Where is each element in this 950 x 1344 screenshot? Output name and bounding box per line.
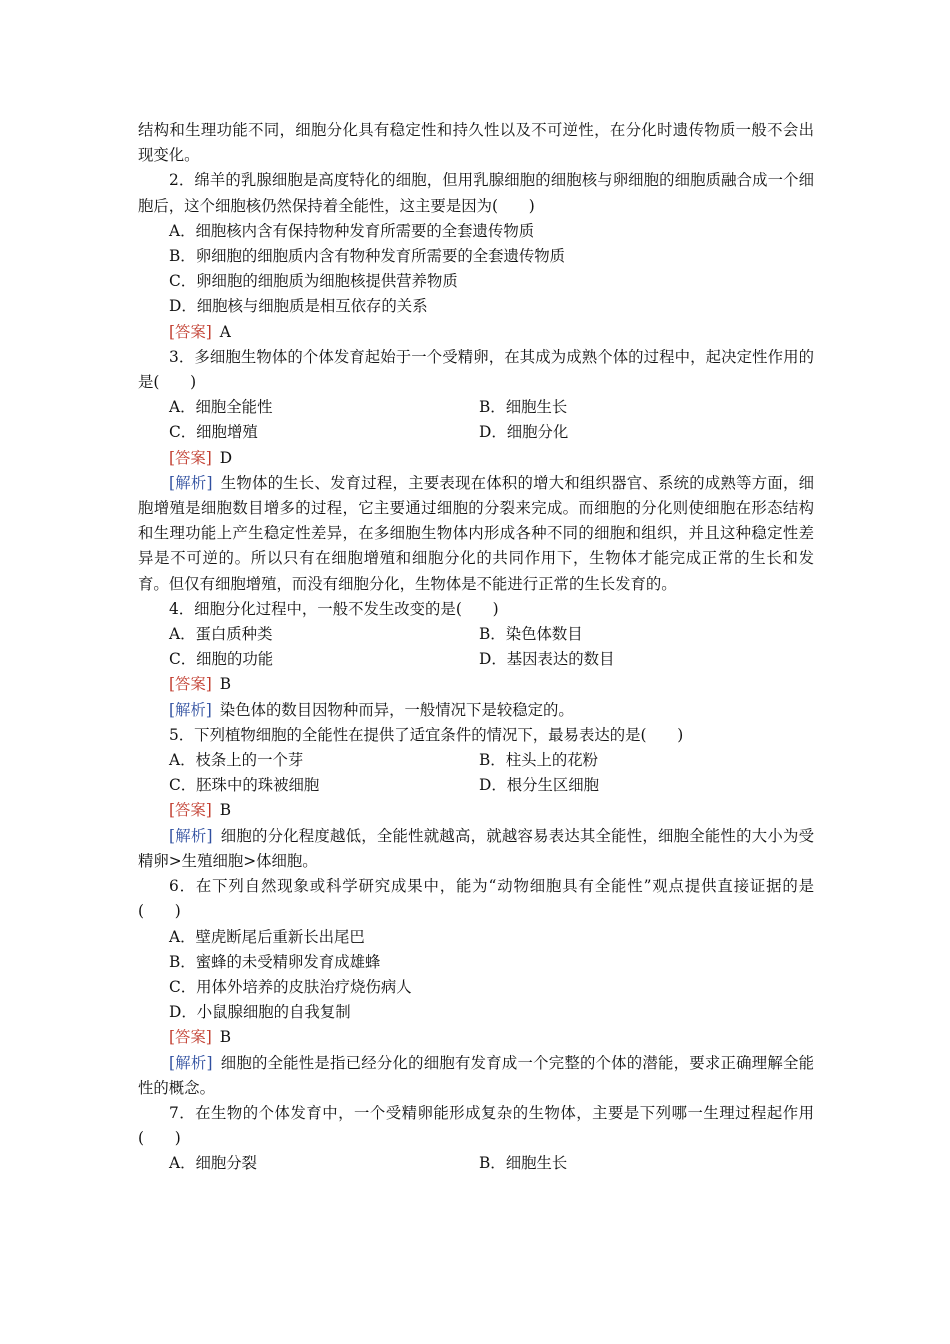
analysis-text: 染色体的数目因物种而异，一般情况下是较稳定的。	[219, 700, 574, 719]
question-4-stem: 4．细胞分化过程中，一般不发生改变的是( )	[169, 599, 499, 618]
question-3-answer	[138, 446, 814, 471]
question-3-options-row-2	[138, 420, 814, 445]
question-5-stem: 5．下列植物细胞的全能性在提供了适宜条件的情况下，最易表达的是( )	[169, 725, 684, 744]
question-5-options-row-1	[138, 748, 814, 773]
answer-label: [答案]	[169, 322, 212, 341]
question-5-option-b: B．柱头上的花粉	[479, 751, 599, 770]
answer-value: B	[219, 675, 232, 694]
answer-value: D	[219, 448, 233, 467]
question-5-options-row-2	[138, 773, 814, 798]
analysis-text: 细胞的分化程度越低，全能性就越高，就越容易表达其全能性，细胞全能性的大小为受精卵>生殖细胞>体细胞。	[138, 826, 814, 870]
intro-paragraph: 结构和生理功能不同，细胞分化具有稳定性和持久性以及不可逆性，在分化时遗传物质一般不会出现变化。	[138, 121, 814, 165]
question-4-option-a: A．蛋白质种类	[169, 625, 273, 644]
document-page	[138, 118, 814, 1177]
question-3-option-b: B．细胞生长	[479, 398, 568, 417]
analysis-label: [解析]	[169, 700, 212, 719]
answer-label: [答案]	[169, 801, 212, 820]
question-4-answer	[138, 672, 814, 697]
question-6-stem: 6．在下列自然现象或科学研究成果中，能为“动物细胞具有全能性”观点提供直接证据的是( )	[138, 877, 814, 921]
analysis-label: [解析]	[169, 473, 213, 492]
answer-label: [答案]	[169, 448, 212, 467]
question-3-options-row-1	[138, 395, 814, 420]
question-5-answer	[138, 798, 814, 823]
answer-value: B	[219, 1028, 232, 1047]
question-7-option-a: A．细胞分裂	[169, 1154, 258, 1173]
question-6-option-d: D．小鼠腺细胞的自我复制	[169, 1003, 351, 1022]
analysis-label: [解析]	[169, 1053, 213, 1072]
question-6-answer	[138, 1025, 814, 1050]
question-4-options-row-2	[138, 647, 814, 672]
question-6-option-c: C．用体外培养的皮肤治疗烧伤病人	[169, 977, 412, 996]
question-4-option-b: B．染色体数目	[479, 625, 583, 644]
answer-label: [答案]	[169, 1028, 212, 1047]
question-2-option-d: D．细胞核与细胞质是相互依存的关系	[169, 297, 428, 316]
question-5-option-a: A．枝条上的一个芽	[169, 751, 304, 770]
question-7-stem: 7．在生物的个体发育中，一个受精卵能形成复杂的生物体，主要是下列哪一生理过程起作用( )	[138, 1103, 814, 1148]
question-3-option-a: A．细胞全能性	[169, 398, 273, 417]
analysis-text: 细胞的全能性是指已经分化的细胞有发育成一个完整的个体的潜能，要求正确理解全能性的概念。	[138, 1053, 814, 1097]
question-4-option-d: D．基因表达的数目	[479, 650, 615, 669]
answer-label: [答案]	[169, 675, 212, 694]
question-5-analysis	[138, 824, 814, 874]
question-6-option-a: A．壁虎断尾后重新长出尾巴	[169, 927, 365, 946]
analysis-text: 生物体的生长、发育过程，主要表现在体积的增大和组织器官、系统的成熟等方面，细胞增殖是细胞数目增多的过程，它主要通过细胞的分裂来完成。而细胞的分化则使细胞在形态结构和生理功能上产生稳定性差异，在多细胞生物体内形成各种不同的细胞和组织，并且这种稳定性差异是不可逆的。所以只有在细胞增殖和细胞分化的共同作用下，生物体才能完成正常的生长和发育。但仅有细胞增殖，而没有细胞分化，生物体是不能进行正常的生长发育的。	[138, 473, 814, 593]
question-3-option-d: D．细胞分化	[479, 423, 569, 442]
answer-value: B	[219, 801, 232, 820]
question-2-stem: 2．绵羊的乳腺细胞是高度特化的细胞，但用乳腺细胞的细胞核与卵细胞的细胞质融合成一个细胞后，这个细胞核仍然保持着全能性，这主要是因为( )	[138, 171, 814, 215]
question-3-stem: 3．多细胞生物体的个体发育起始于一个受精卵，在其成为成熟个体的过程中，起决定性作用的是( )	[138, 347, 814, 392]
question-4-options-row-1	[138, 622, 814, 647]
question-2-option-c: C．卵细胞的细胞质为细胞核提供营养物质	[169, 272, 458, 291]
question-3-analysis	[138, 471, 814, 597]
question-2-option-a: A．细胞核内含有保持物种发育所需要的全套遗传物质	[169, 221, 535, 240]
question-6-option-b: B．蜜蜂的未受精卵发育成雄蜂	[169, 952, 381, 971]
question-4-analysis	[138, 698, 814, 723]
answer-value: A	[219, 322, 231, 341]
question-6-analysis	[138, 1051, 814, 1101]
question-5-option-d: D．根分生区细胞	[479, 776, 600, 795]
question-3-option-c: C．细胞增殖	[169, 423, 258, 442]
question-4-option-c: C．细胞的功能	[169, 650, 274, 669]
analysis-label: [解析]	[169, 826, 213, 845]
question-7-option-b: B．细胞生长	[479, 1154, 568, 1173]
question-2-answer	[138, 320, 814, 345]
question-5-option-c: C．胚珠中的珠被细胞	[169, 776, 320, 795]
question-7-options-row-1	[138, 1151, 814, 1176]
question-2-option-b: B．卵细胞的细胞质内含有物种发育所需要的全套遗传物质	[169, 247, 566, 266]
